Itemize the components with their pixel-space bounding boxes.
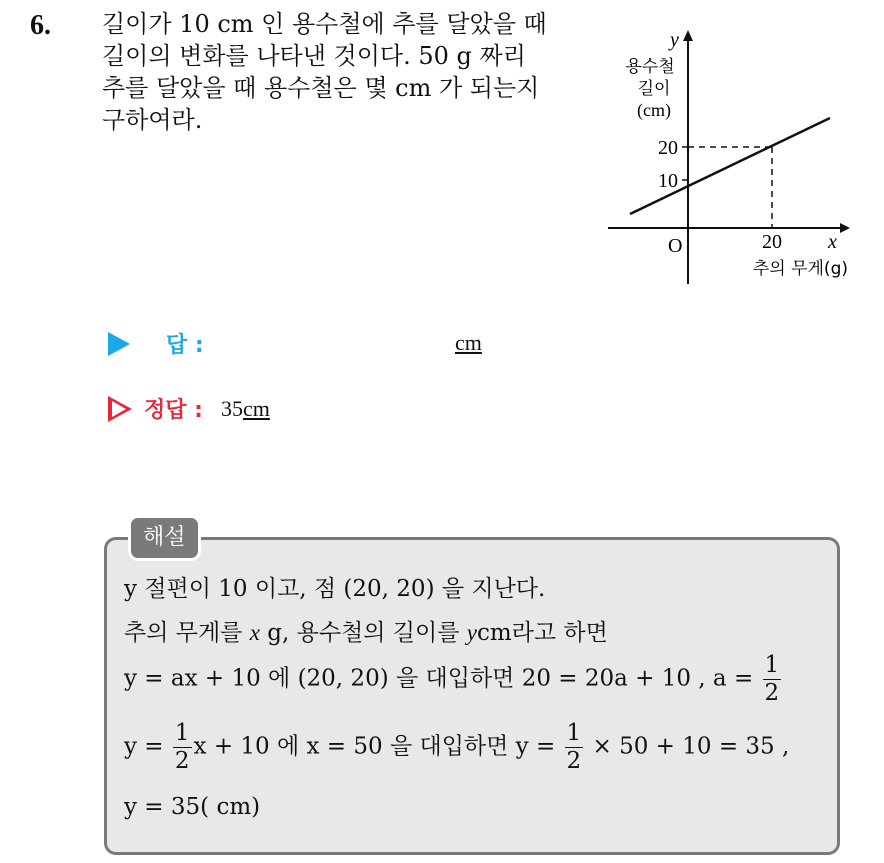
question-number: 6. <box>30 10 51 41</box>
fraction-num: 1 <box>566 720 582 746</box>
y-axis-arrow <box>683 30 693 41</box>
x-axis-arrow <box>840 223 850 233</box>
x-tick-20: 20 <box>762 231 782 253</box>
answer-unit: cm <box>455 330 482 355</box>
solution-text-part: g, 용수철의 길이를 <box>267 620 460 646</box>
play-icon <box>108 332 130 356</box>
x-var-label: x <box>828 231 837 253</box>
graph-line <box>630 118 830 214</box>
fraction-half <box>565 722 584 773</box>
fraction-den: 2 <box>566 748 582 774</box>
solution-line-4 <box>124 722 789 773</box>
question-line: 길이가 10 cm 인 용수철에 추를 달았을 때 <box>102 10 547 38</box>
solution-text-part: 추의 무게를 <box>124 620 243 646</box>
solution-line-3 <box>124 654 783 705</box>
solution-line-1: y 절편이 10 이고, 점 (20, 20) 을 지난다. <box>124 576 546 602</box>
solution-text-part: x + 10 에 x = 50 을 대입하면 y = <box>193 733 556 760</box>
fraction-num: 1 <box>764 652 780 678</box>
question-line: 길이의 변화를 나타낸 것이다. 50 g 짜리 <box>102 42 526 70</box>
solution-text-part: × 50 + 10 = 35 , <box>592 733 790 760</box>
outline-play-icon <box>108 396 132 422</box>
y-title-2: 길이 <box>637 79 671 99</box>
solution-text-part: y = <box>124 733 164 760</box>
fraction-den: 2 <box>764 680 780 706</box>
key-unit: cm <box>242 395 270 421</box>
key-value <box>221 396 270 422</box>
y-tick-10: 10 <box>658 170 678 192</box>
answer-row <box>108 328 204 359</box>
key-row <box>108 393 270 424</box>
fraction-half <box>763 654 782 705</box>
question-line: 추를 달았을 때 용수철은 몇 cm 가 되는지 <box>102 74 540 102</box>
solution-line-5: y = 35( cm) <box>124 794 261 820</box>
y-title-3: (cm) <box>637 100 671 120</box>
key-label: 정답 : <box>144 398 203 423</box>
x-title: 추의 무게(g) <box>752 259 848 279</box>
var-x: x <box>249 620 260 645</box>
origin-label: O <box>668 235 683 257</box>
key-number: 35 <box>220 395 243 421</box>
solution-tab: 해설 <box>128 515 201 561</box>
solution-line-2 <box>124 614 608 647</box>
var-y: y <box>466 620 477 645</box>
y-var-label: y <box>670 29 679 51</box>
solution-text-part: cm라고 하면 <box>476 620 608 646</box>
fraction-half <box>173 722 192 773</box>
fraction-num: 1 <box>174 720 190 746</box>
answer-label: 답 : <box>166 333 204 358</box>
y-title-1: 용수철 <box>625 57 675 77</box>
y-tick-20: 20 <box>658 137 678 159</box>
solution-text-part: y = ax + 10 에 (20, 20) 을 대입하면 20 = 20a + 10 , a = <box>124 665 754 692</box>
question-text <box>102 8 602 136</box>
question-line: 구하여라. <box>102 106 203 134</box>
spring-graph <box>600 22 860 292</box>
fraction-den: 2 <box>174 748 190 774</box>
